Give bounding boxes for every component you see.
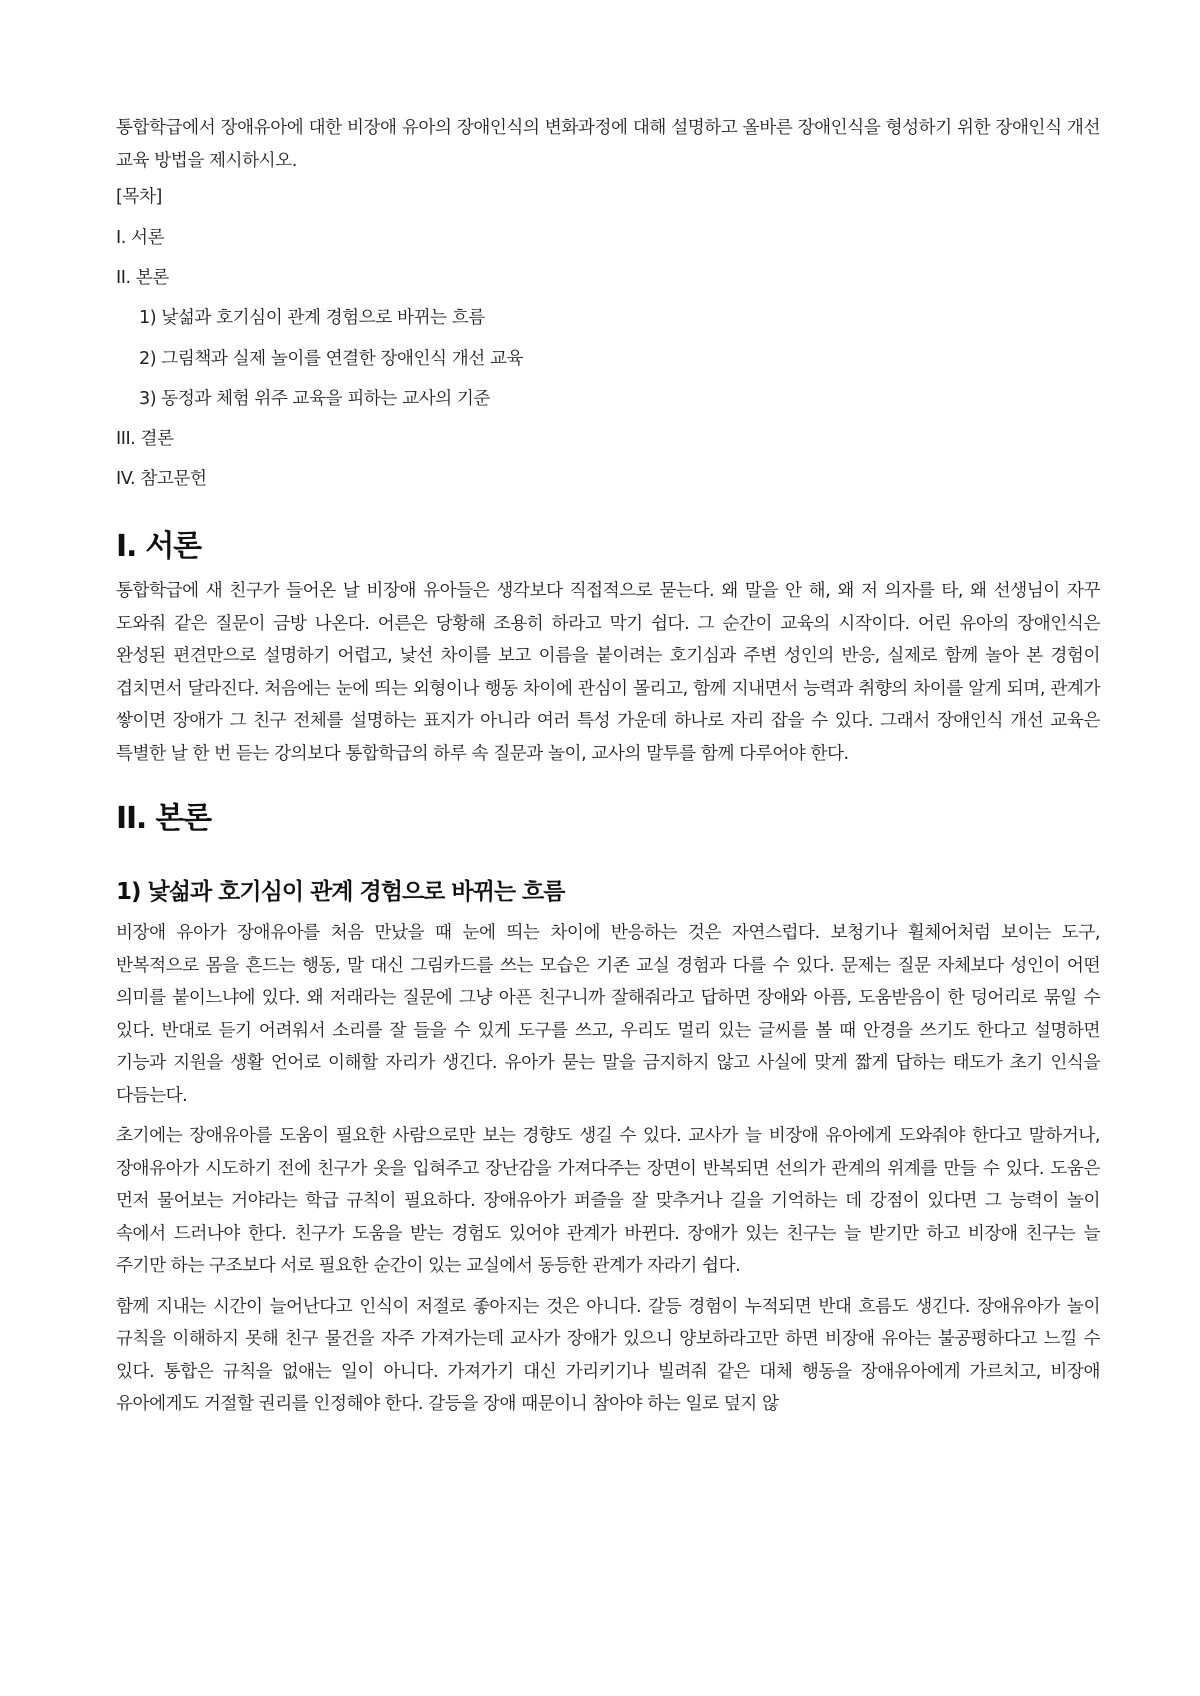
body-heading: II. 본론 [116,801,211,837]
body-sub1-paragraph: 비장애 유아가 장애유아를 처음 만났을 때 눈에 띄는 차이에 반응하는 것은 자연스럽다. 보청기나 휠체어처럼 보이는 도구, 반복적으로 몸을 흔드는 행동, 말 대신 그림카드를 쓰는 모습은 기존 교실 경험과 다를 수 있다. 문제는 질문 자체보다 성인이 어떤 의미를 붙이느냐에 있다. 왜 저래라는 질문에 그냥 아픈 친구니까 잘해줘라고 답하면 장애와 아픔, 도움받음이 한 덩어리로 묶일 수 있다. 반대로 듣기 어려워서 소리를 잘 들을 수 있게 도구를 쓰고, 우리도 멀리 있는 글씨를 볼 때 안경을 쓰기도 한다고 설명하면 기능과 지원을 생활 언어로 이해할 자리가 생긴다. 유아가 묻는 말을 금지하지 않고 사실에 맞게 짧게 답하는 태도가 초기 인식을 다듬는다. [116,923,1100,1106]
toc-item-body-3: 3) 동정과 체험 위주 교육을 피하는 교사의 기준 [139,388,490,409]
toc-title: [목차] [116,187,162,207]
toc-item-body-1: 1) 낯섦과 호기심이 관계 경험으로 바뀌는 흐름 [139,308,485,329]
toc-item-body-2: 2) 그림책과 실제 놀이를 연결한 장애인식 개선 교육 [139,348,524,369]
intro-heading: I. 서론 [116,529,201,565]
body-sub1-heading: 1) 낯섦과 호기심이 관계 경험으로 바뀌는 흐름 [116,879,565,906]
toc-item-intro: I. 서론 [116,228,165,248]
toc-item-conclusion: III. 결론 [116,428,174,449]
toc-item-body: II. 본론 [116,268,169,289]
body-sub1-paragraph: 함께 지내는 시간이 늘어난다고 인식이 저절로 좋아지는 것은 아니다. 갈등 경험이 누적되면 반대 흐름도 생긴다. 장애유아가 놀이 규칙을 이해하지 못해 친구 물건을 자주 가져가는데 교사가 장애가 있으니 양보하라고만 하면 비장애 유아는 불공평하다고 느낄 수 있다. 통합은 규칙을 없애는 일이 아니다. 가져가기 대신 가리키기나 빌려줘 같은 대체 행동을 장애유아에게 가르치고, 비장애 유아에게도 거절할 권리를 인정해야 한다. 갈등을 장애 때문이니 참아야 하는 일로 덮지 않 [116,1296,1100,1415]
toc-item-references: IV. 참고문헌 [116,469,207,490]
body-sub1-paragraph: 초기에는 장애유아를 도움이 필요한 사람으로만 보는 경향도 생길 수 있다. 교사가 늘 비장애 유아에게 도와줘야 한다고 말하거나, 장애유아가 시도하기 전에 친구가 옷을 입혀주고 장난감을 가져다주는 장면이 반복되면 선의가 관계의 위계를 만들 수 있다. 도움은 먼저 물어보는 거야라는 학급 규칙이 필요하다. 장애유아가 퍼즐을 잘 맞추거나 길을 기억하는 데 강점이 있다면 그 능력이 놀이 속에서 드러나야 한다. 친구가 도움을 받는 경험도 있어야 관계가 바뀐다. 장애가 있는 친구는 늘 받기만 하고 비장애 친구는 늘 주기만 하는 구조보다 서로 필요한 순간이 있는 교실에서 동등한 관계가 자라기 쉽다. [116,1126,1100,1277]
table-of-contents [116,185,1100,491]
intro-paragraph: 통합학급에 새 친구가 들어온 날 비장애 유아들은 생각보다 직접적으로 묻는다. 왜 말을 안 해, 왜 저 의자를 타, 왜 선생님이 자꾸 도와줘 같은 질문이 금방 나온다. 어른은 당황해 조용히 하라고 막기 쉽다. 그 순간이 교육의 시작이다. 어린 유아의 장애인식은 완성된 편견만으로 설명하기 어렵고, 낯선 차이를 보고 이름을 붙이려는 호기심과 주변 성인의 반응, 실제로 함께 놀아 본 경험이 겹치면서 달라진다. 처음에는 눈에 띄는 외형이나 행동 차이에 관심이 몰리고, 함께 지내면서 능력과 취향의 차이를 알게 되며, 관계가 쌓이면 장애가 그 친구 전체를 설명하는 표지가 아니라 여러 특성 가운데 하나로 자리 잡을 수 있다. 그래서 장애인식 개선 교육은 특별한 날 한 번 듣는 강의보다 통합학급의 하루 속 질문과 놀이, 교사의 말투를 함께 다루어야 한다. [116,581,1100,764]
question-text: 통합학급에서 장애유아에 대한 비장애 유아의 장애인식의 변화과정에 대해 설명하고 올바른 장애인식을 형성하기 위한 장애인식 개선 교육 방법을 제시하시오. [116,118,1100,171]
